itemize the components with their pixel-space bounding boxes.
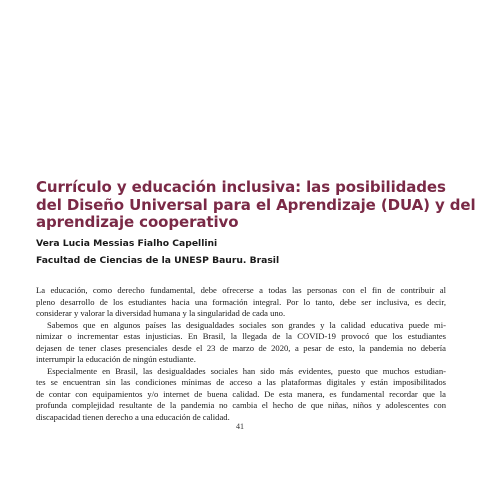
paragraph [36,366,446,424]
text-line: profunda complejidad resultante de la pandemia no cambia el hecho de que niñas, niños y adolescentes con [36,400,446,411]
text-line: Sabemos que en algunos países las desigualdades sociales son grandes y la calidad educativa puede mi- [47,319,446,330]
article-title [36,178,476,232]
text-line: La educación, como derecho fundamental, debe ofrecerse a todas las personas con el fin de contribuir al [36,285,446,295]
text-line: Especialmente en Brasil, las desigualdades sociales han sido más evidentes, puesto que muchos estudian- [47,365,446,376]
title-line: aprendizaje cooperativo [36,213,239,231]
paragraph [36,285,446,320]
body-text [36,285,446,424]
text-line: tes se encuentran sin las condiciones mínimas de acceso a las plataformas digitales y están imposibilitados [36,377,446,388]
author-affiliation: Facultad de Ciencias de la UNESP Bauru. Brasil [36,255,280,266]
author-block [36,235,456,269]
text-line: de contar con equipamientos y/o internet de buena calidad. De esta manera, es fundamental recordar que la [36,388,446,399]
paragraph [36,320,446,366]
text-line: pleno desarrollo de los estudiantes hacia una formación integral. Por lo tanto, debe ser inclusiva, es decir, [36,296,446,307]
text-line: dejasen de tener clases presenciales desde el 23 de marzo de 2020, a pesar de esto, la pandemia no debería [36,342,446,353]
page-number: 41 [236,422,244,431]
title-line: del Diseño Universal para el Aprendizaje (DUA) y del [36,195,476,214]
text-line: interrumpir la educación de ningún estudiante. [36,354,196,365]
text-line: nimizar o incrementar estas injusticias. En Brasil, la llegada de la COVID-19 provocó que los estudiantes [36,331,446,342]
text-line: discapacidad tienen derecho a una educación de calidad. [36,412,230,423]
author-name: Vera Lucia Messias Fialho Capellini [36,238,218,249]
text-line: considerar y valorar la diversidad humana y la singularidad de cada uno. [36,308,286,319]
title-line: Currículo y educación inclusiva: las posibilidades [36,178,446,196]
